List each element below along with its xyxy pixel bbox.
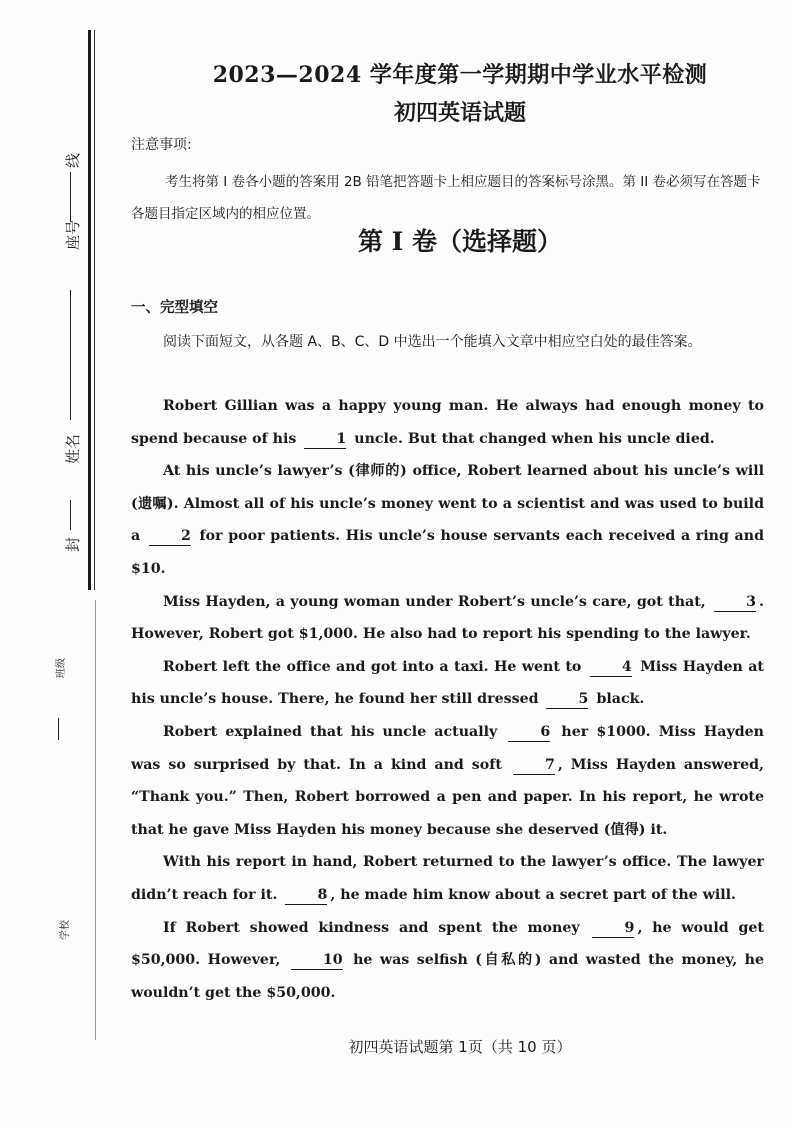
margin-school-label: 学校 bbox=[60, 920, 71, 940]
paragraph-2: At his uncle’s lawyer’s (律师的) office, Robert learned about his uncle’s will (遗嘱). Almost all of his uncle’s money went to a scientist and was used to build a 2 for poor patients. His uncle’s house servants each received a ring and $10. bbox=[131, 463, 764, 577]
margin-class-label: 班级 bbox=[56, 658, 67, 678]
part-title: 第 I 卷（选择题） bbox=[357, 227, 563, 256]
blank-6[interactable]: 6 bbox=[508, 723, 550, 742]
seal-line-top bbox=[70, 500, 71, 530]
margin-seal-label: 封 bbox=[64, 536, 82, 552]
binding-rule-inner bbox=[94, 30, 95, 590]
blank-1[interactable]: 1 bbox=[304, 430, 346, 449]
paragraph-3: Miss Hayden, a young woman under Robert’s uncle’s care, got that, 3 . However, Robert got $1,000. He also had to report his spending to the lawyer. bbox=[131, 593, 764, 643]
margin-line-label: 线 bbox=[64, 152, 82, 168]
binding-rule bbox=[88, 30, 91, 590]
name-underline bbox=[70, 290, 71, 420]
blank-5[interactable]: 5 bbox=[546, 690, 588, 709]
blank-3[interactable]: 3 bbox=[714, 593, 756, 612]
exam-title: 2023—2024 学年度第一学期期中学业水平检测 bbox=[212, 62, 708, 88]
blank-9[interactable]: 9 bbox=[592, 919, 634, 938]
paragraph-4: Robert left the office and got into a taxi. He went to 4 Miss Hayden at his uncle’s house. There, he found her still dressed 5 black. bbox=[131, 658, 764, 708]
section-heading: 一、完型填空 bbox=[131, 300, 218, 316]
seat-underline bbox=[70, 172, 71, 222]
binding-rule-lower bbox=[95, 600, 96, 1040]
paragraph-5: Robert explained that his uncle actually 6 her $1000. Miss Hayden was so surprised by that. In a kind and soft 7 , Miss Hayden answered, “Thank you.” Then, Robert borrowed a pen and paper. In his report, he wrote that he gave Miss Hayden his money because she deserved (值得) it. bbox=[131, 723, 764, 838]
section-instruction: 阅读下面短文，从各题 A、B、C、D 中选出一个能填入文章中相应空白处的最佳答案。 bbox=[163, 334, 702, 350]
paragraph-7: If Robert showed kindness and spent the money 9 , he would get $50,000. However, 10 he was selfish (自私的) and wasted the money, he wouldn’t get the $50,000. bbox=[131, 919, 764, 1001]
page-footer: 初四英语试题第 1页（共 10 页） bbox=[348, 1038, 572, 1056]
notice-text: 考生将第 I 卷各小题的答案用 2B 铅笔把答题卡上相应题目的答案标号涂黑。第 II 卷必须写在答题卡各题目指定区域内的相应位置。 bbox=[131, 174, 761, 222]
blank-10[interactable]: 10 bbox=[291, 951, 343, 970]
blank-2[interactable]: 2 bbox=[149, 527, 191, 546]
class-underline bbox=[58, 718, 59, 740]
cloze-passage bbox=[131, 390, 764, 1009]
margin-name-label: 姓名 bbox=[64, 433, 82, 464]
exam-subtitle: 初四英语试题 bbox=[393, 100, 526, 126]
blank-4[interactable]: 4 bbox=[590, 658, 632, 677]
notice-heading: 注意事项: bbox=[131, 137, 192, 153]
paragraph-1: Robert Gillian was a happy young man. He always had enough money to spend because of his 1 uncle. But that changed when his uncle died. bbox=[131, 398, 764, 447]
paragraph-6: With his report in hand, Robert returned to the lawyer’s office. The lawyer didn’t reach for it. 8 , he made him know about a secret part of the will. bbox=[131, 854, 764, 903]
blank-7[interactable]: 7 bbox=[513, 756, 555, 775]
margin-seat-label: 座号 bbox=[64, 219, 82, 250]
blank-8[interactable]: 8 bbox=[285, 886, 327, 905]
